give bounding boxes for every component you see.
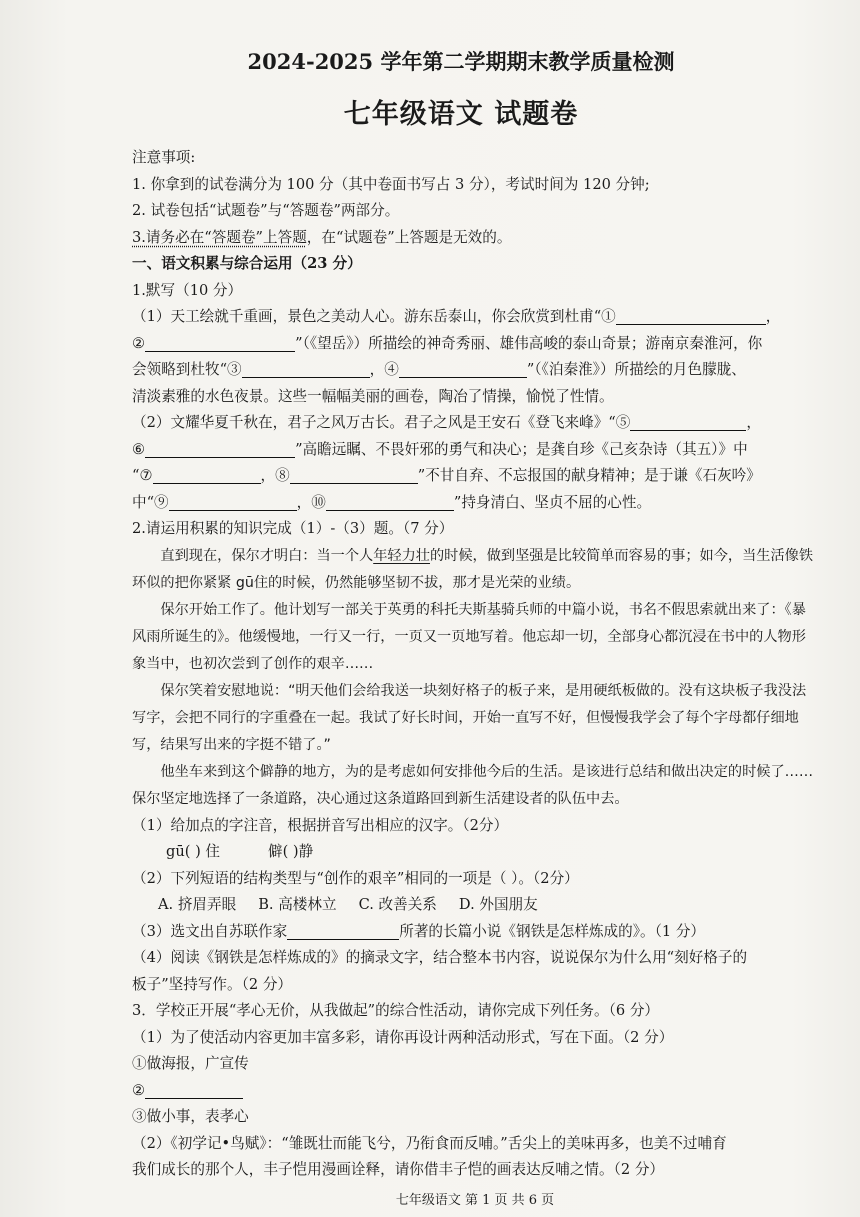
q2-sub-4-line-1: （4）阅读《钢铁是怎样炼成的》的摘录文字，结合整本书内容，说说保尔为什么用“刻好格子的: [132, 949, 748, 966]
answer-blank-7[interactable]: [153, 465, 261, 484]
q3-sub-2-line-2: 我们成长的那个人，丰子恺用漫画诠释，请你借丰子恺的画表达反哺之情。（2 分）: [132, 1161, 665, 1178]
option-c[interactable]: C. 改善关系: [358, 896, 437, 913]
q3-item-2: [132, 1078, 820, 1105]
page-footer: 七年级语文 第 1 页 共 6 页: [395, 1193, 555, 1208]
reading-paragraph-3: 保尔笑着安慰地说：“明天他们会给我送一块刻好格子的板子来，是用硬纸板做的。没有这块板子我没法写字，会把不同行的字重叠在一起。我试了好长时间，开始一直写不好，但慢慢我学会了每个字母都仔细地写，结果写出来的字挺不错了。”: [132, 682, 807, 753]
q1-line-1: [132, 304, 820, 331]
q1-line-7: [132, 463, 820, 490]
q1-text: ”（《泊秦淮》）所描绘的月色朦胧、: [526, 361, 746, 378]
q3-sub-2-line-1: （2）《初学记•鸟赋》：“雏既壮而能飞兮，乃衔食而反哺。”舌尖上的美味再多，也美不过哺育: [132, 1134, 727, 1152]
reading-text: 直到现在，保尔才明白：当一个人: [160, 547, 374, 564]
notice-item-2: 2. 试卷包括“试题卷”与“答题卷”两部分。: [132, 202, 400, 219]
q1-text: ，⑧: [260, 467, 290, 484]
answer-blank-1[interactable]: [616, 306, 766, 325]
q1-line-4: 清淡素雅的水色夜景。这些一幅幅美丽的画卷，陶冶了情操，愉悦了性情。: [132, 387, 614, 405]
notice-item-3: [132, 225, 820, 252]
section-1-heading: 一、语文积累与综合运用（23 分）: [132, 255, 362, 272]
answer-blank-8[interactable]: [290, 465, 418, 484]
activity-blank[interactable]: [145, 1080, 243, 1099]
notice-item-3-rest: ，在“试题卷”上答题是无效的。: [306, 228, 512, 246]
q1-text: ，④: [369, 361, 399, 378]
q2-text: 所著的长篇小说《钢铁是怎样炼成的》。（1 分）: [399, 922, 706, 940]
q2-heading: 2.请运用积累的知识完成（1）-（3）题。（7 分）: [132, 520, 454, 537]
q3-item-3: ③做小事，表孝心: [132, 1108, 249, 1125]
q1-text: 中“⑨: [132, 493, 169, 511]
q1-text: ，: [746, 414, 761, 431]
exam-title: 2024-2025 学年第二学期期末教学质量检测: [247, 49, 675, 74]
answer-blank-6[interactable]: [145, 439, 295, 458]
q2-sub-1-blanks: [132, 839, 820, 866]
q3-item-1: ①做海报，广宣传: [132, 1055, 249, 1072]
q1-text: ”（《望岳》）所描绘的神奇秀丽、雄伟高峻的泰山奇景；游南京秦淮河，你: [295, 334, 763, 352]
q1-text: ”不甘自弃、不忘报国的献身精神；是于谦《石灰吟》: [417, 467, 761, 484]
notice-item-3-emphasis: 3.请务必在“答题卷”上答题: [132, 228, 307, 246]
character-blank[interactable]: 僻( )静: [268, 843, 314, 860]
answer-blank-10[interactable]: [326, 492, 454, 511]
notice-heading: 注意事项:: [132, 149, 196, 166]
notice-item-1: 1. 你拿到的试卷满分为 100 分（其中卷面书写占 3 分），考试时间为 120 分钟;: [132, 175, 650, 193]
reading-paragraph-4: 他坐车来到这个僻静的地方，为的是考虑如何安排他今后的生活。是该进行总结和做出决定的时候了……保尔坚定地选择了一条道路，决心通过这条道路回到新生活建设者的队伍中去。: [132, 763, 814, 807]
q1-text: （1）天工绘就千重画，景色之美动人心。游东岳泰山，你会欣赏到杜甫“①: [132, 308, 616, 325]
q1-text: ”高瞻远瞩、不畏奸邪的勇气和决心；是龚自珍《己亥杂诗（其五）》中: [295, 440, 748, 458]
q3-heading: 3．学校正开展“孝心无价，从我做起”的综合性活动，请你完成下列任务。（6 分）: [132, 1002, 660, 1019]
q1-text: ，⑩: [296, 493, 326, 511]
q1-line-3: [132, 357, 820, 384]
q1-text: ，: [765, 308, 781, 325]
option-a[interactable]: A. 挤眉弄眼: [158, 896, 237, 913]
answer-blank-2[interactable]: [145, 333, 295, 352]
q2-sub-2: （2）下列短语的结构类型与“创作的艰辛”相同的一项是（ ）。（2分）: [132, 869, 579, 887]
q1-text: ②: [132, 334, 146, 352]
reading-paragraph-1: [132, 543, 820, 597]
q2-sub-1: （1）给加点的字注音，根据拼音写出相应的汉字。（2分）: [132, 816, 509, 834]
answer-blank-3[interactable]: [242, 359, 370, 378]
paper-title: 七年级语文 试题卷: [343, 99, 579, 130]
q3-text: ②: [132, 1081, 146, 1099]
answer-blank-5[interactable]: [630, 412, 746, 431]
q1-heading: 1.默写（10 分）: [132, 281, 243, 299]
q1-text: ”持身清白、坚贞不屈的心性。: [453, 493, 652, 511]
q1-text: “⑦: [132, 467, 153, 484]
q2-text: （3）选文出自苏联作家: [132, 922, 288, 940]
option-d[interactable]: D. 外国朋友: [458, 896, 538, 913]
q3-sub-1: （1）为了使活动内容更加丰富多彩，请你再设计两种活动形式，写在下面。（2 分）: [132, 1028, 674, 1046]
q2-sub-4-line-2: 板子”坚持写作。（2 分）: [132, 975, 293, 993]
q1-line-8: [132, 490, 820, 517]
pinyin-blank[interactable]: gū( ) 住: [166, 843, 220, 860]
q1-line-5: [132, 410, 820, 437]
q1-line-2: [132, 331, 820, 358]
option-b[interactable]: B. 高楼林立: [258, 896, 337, 913]
q1-text: （2）文耀华夏千秋在，君子之风万古长。君子之风是王安石《登飞来峰》“⑤: [132, 414, 631, 431]
q1-text: ⑥: [132, 440, 146, 458]
q2-options: [132, 892, 820, 919]
author-blank[interactable]: [287, 921, 399, 940]
q1-line-6: [132, 437, 820, 464]
reading-paragraph-2: 保尔开始工作了。他计划写一部关于英勇的科托夫斯基骑兵师的中篇小说，书名不假思索就出来了：《暴风雨所诞生的》。他缓慢地，一行又一行，一页又一页地写着。他忘却一切，全部身心都沉浸在书中的人物形象当中，也初次尝到了创作的艰辛……: [132, 601, 806, 672]
q1-text: 会领略到杜牧“③: [132, 361, 242, 378]
answer-blank-4[interactable]: [399, 359, 527, 378]
q2-sub-3: [132, 919, 820, 946]
underlined-phrase: 年轻力壮: [373, 547, 430, 564]
reading-text: 的时候，做到坚强是比较简单而容易的事；如今，当生活像铁环似的把你紧紧 gū住的时候，仍然能够坚韧不拔，那才是光荣的业绩。: [132, 547, 814, 591]
answer-blank-9[interactable]: [169, 492, 297, 511]
